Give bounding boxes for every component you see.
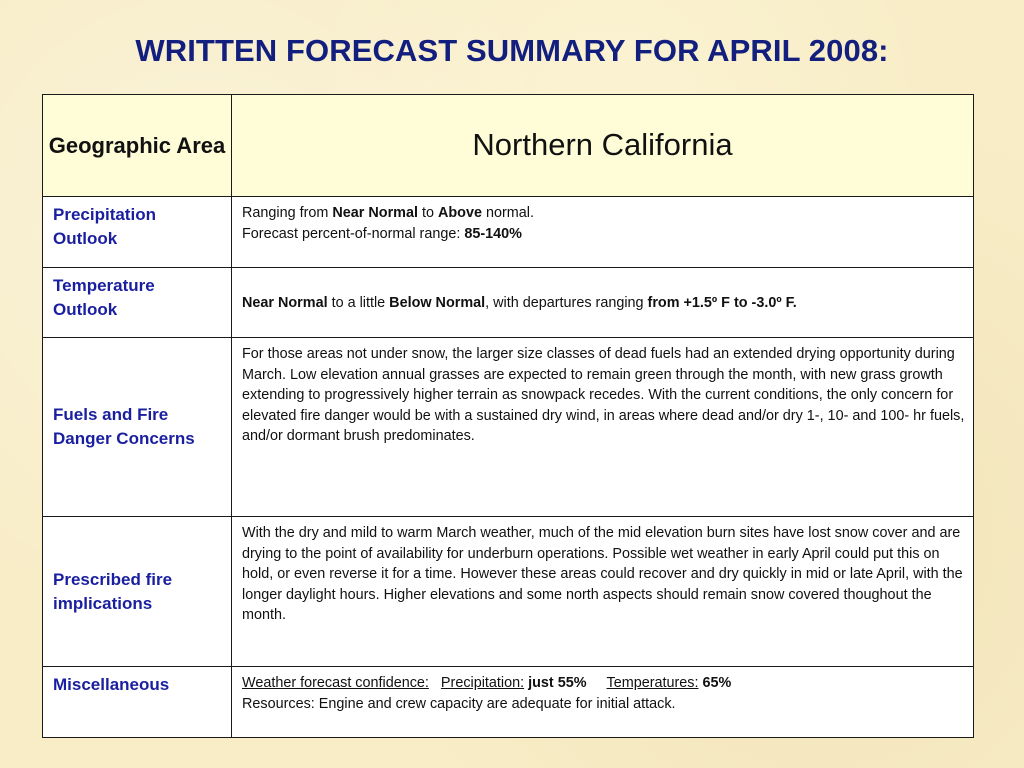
region-header <box>232 95 974 197</box>
prescribed-fire-text: With the dry and mild to warm March weather, much of the mid elevation burn sites have lost snow cover and are drying to the point of availability for underburn operations. Possible wet weather in early April could put this on hold, or even reverse it for a time. However these areas could recover and dry quickly in mid or late April, with the longer daylight hours. Higher elevations and some north aspects should remain snow covered thoughout the month. <box>242 525 963 623</box>
precip-text: Ranging from <box>242 205 333 221</box>
page-title: WRITTEN FORECAST SUMMARY FOR APRIL 2008: <box>135 33 889 68</box>
prescribed-fire-cell <box>232 517 974 667</box>
row-label-cell <box>43 338 232 517</box>
fuels-fire-danger-text: For those areas not under snow, the larger size classes of dead fuels had an extended drying opportunity during March. Low elevation annual grasses are expected to remain green through the month, with new grass growth extending to progressively higher terrain as snowpack recedes. With the current conditions, the only concern for elevated fire danger would be with a sustained dry wind, in areas where dead and/or dry 1-, 10- and 100- hr fuels, and/or dormant brush predominates. <box>242 346 965 444</box>
table-header-row <box>43 95 974 197</box>
precip-range-value: 85-140% <box>464 225 522 242</box>
miscellaneous-label: Miscellaneous <box>53 675 170 694</box>
precip-range-label: Forecast percent-of-normal range: <box>242 225 465 242</box>
miscellaneous-cell <box>232 667 974 738</box>
fuels-fire-danger-label: Fuels and Fire Danger Concerns <box>53 405 195 448</box>
temperature-outlook-label: Temperature Outlook <box>53 276 155 319</box>
table-row <box>43 268 974 338</box>
geographic-area-header <box>43 95 232 197</box>
prescribed-fire-label: Prescribed fire implications <box>53 569 173 613</box>
precipitation-outlook-label: Precipitation Outlook <box>53 205 156 248</box>
temp-text: to a little <box>327 295 390 312</box>
row-label-cell <box>43 517 232 667</box>
precip-text: to <box>417 205 438 221</box>
precip-text: normal. <box>481 205 534 221</box>
temp-departure-range: from +1.5º F to -3.0º F. <box>647 295 797 312</box>
row-label-cell <box>43 667 232 738</box>
table-row <box>43 517 974 667</box>
temp-confidence-value: 65% <box>702 675 732 691</box>
forecast-table <box>42 94 974 738</box>
confidence-label: Weather forecast confidence: <box>242 675 429 691</box>
precip-text-bold: Above <box>437 205 482 221</box>
temp-text-bold: Below Normal <box>389 295 486 312</box>
precip-confidence-value: just 55% <box>528 675 587 691</box>
geographic-area-label: Geographic Area <box>48 133 226 158</box>
row-label-cell <box>43 197 232 268</box>
temperature-outlook-cell <box>232 268 974 338</box>
fuels-fire-danger-cell <box>232 338 974 517</box>
precip-text-bold: Near Normal <box>332 205 418 221</box>
row-label-cell <box>43 268 232 338</box>
temp-text-bold: Near Normal <box>242 295 328 312</box>
table-row <box>43 338 974 517</box>
table-row <box>43 197 974 268</box>
temp-text: , with departures ranging <box>485 295 648 312</box>
resources-text: Resources: Engine and crew capacity are adequate for initial attack. <box>242 695 676 712</box>
precipitation-outlook-cell <box>232 197 974 268</box>
precip-confidence-label: Precipitation: <box>440 675 525 691</box>
table-row <box>43 667 974 738</box>
region-name: Northern California <box>472 127 733 163</box>
temp-confidence-label: Temperatures: <box>606 675 699 691</box>
